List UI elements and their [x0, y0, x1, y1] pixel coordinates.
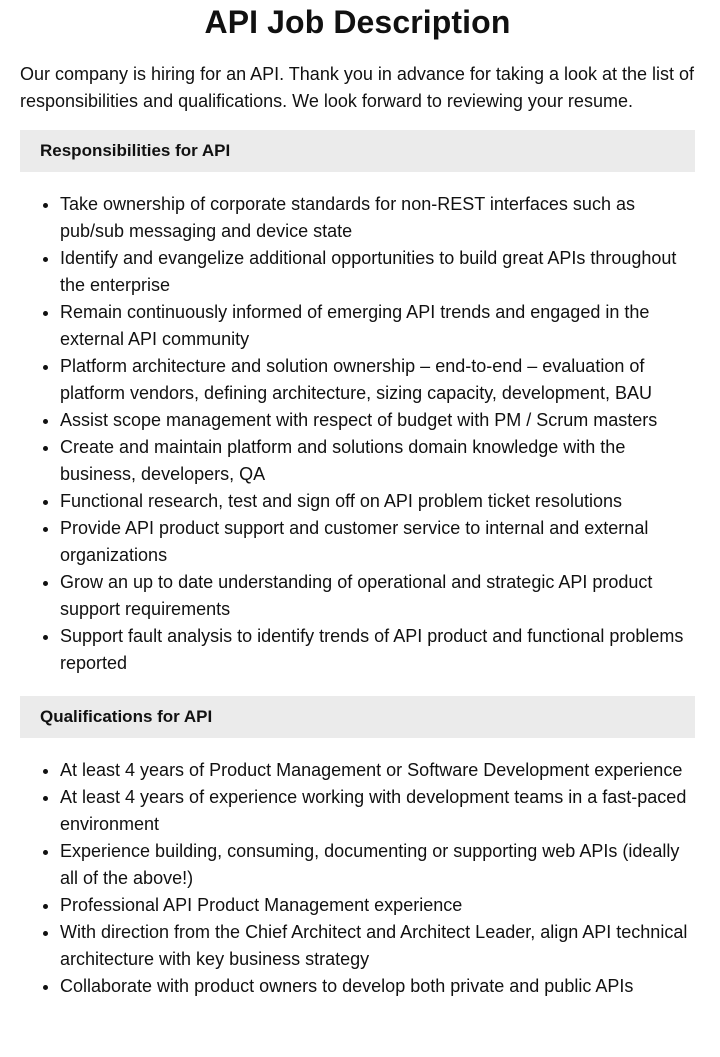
- list-item: • Professional API Product Management experience: [60, 892, 695, 919]
- list-item: • Assist scope management with respect of budget with PM / Scrum masters: [60, 407, 695, 434]
- list-item: • With direction from the Chief Architect and Architect Leader, align API technical architecture with key business strategy: [60, 919, 695, 973]
- list-item: • Remain continuously informed of emerging API trends and engaged in the external API community: [60, 299, 695, 353]
- list-item: • At least 4 years of experience working with development teams in a fast-paced environment: [60, 784, 695, 838]
- page-title: API Job Description: [204, 4, 511, 40]
- list-item: • Experience building, consuming, documenting or supporting web APIs (ideally all of the above!): [60, 838, 695, 892]
- list-item: • Platform architecture and solution ownership – end-to-end – evaluation of platform vendors, defining architecture, sizing capacity, development, BAU: [60, 353, 695, 407]
- intro-paragraph: Our company is hiring for an API. Thank you in advance for taking a look at the list of responsibilities and qualifications. We look forward to reviewing your resume.: [20, 64, 695, 111]
- qualifications-heading: Qualifications for API: [20, 696, 695, 738]
- list-item: • Identify and evangelize additional opportunities to build great APIs throughout the enterprise: [60, 245, 695, 299]
- list-item: • Take ownership of corporate standards for non-REST interfaces such as pub/sub messaging and device state: [60, 191, 695, 245]
- qualifications-list: [20, 757, 695, 1000]
- list-item: • Collaborate with product owners to develop both private and public APIs: [60, 973, 695, 1000]
- list-item: • Provide API product support and customer service to internal and external organizations: [60, 515, 695, 569]
- list-item: • Support fault analysis to identify trends of API product and functional problems reported: [60, 623, 695, 677]
- responsibilities-heading: Responsibilities for API: [20, 130, 695, 172]
- list-item: • Grow an up to date understanding of operational and strategic API product support requirements: [60, 569, 695, 623]
- list-item: • Create and maintain platform and solutions domain knowledge with the business, developers, QA: [60, 434, 695, 488]
- list-item: • Functional research, test and sign off on API problem ticket resolutions: [60, 488, 695, 515]
- list-item: • At least 4 years of Product Management or Software Development experience: [60, 757, 695, 784]
- responsibilities-list: [20, 191, 695, 677]
